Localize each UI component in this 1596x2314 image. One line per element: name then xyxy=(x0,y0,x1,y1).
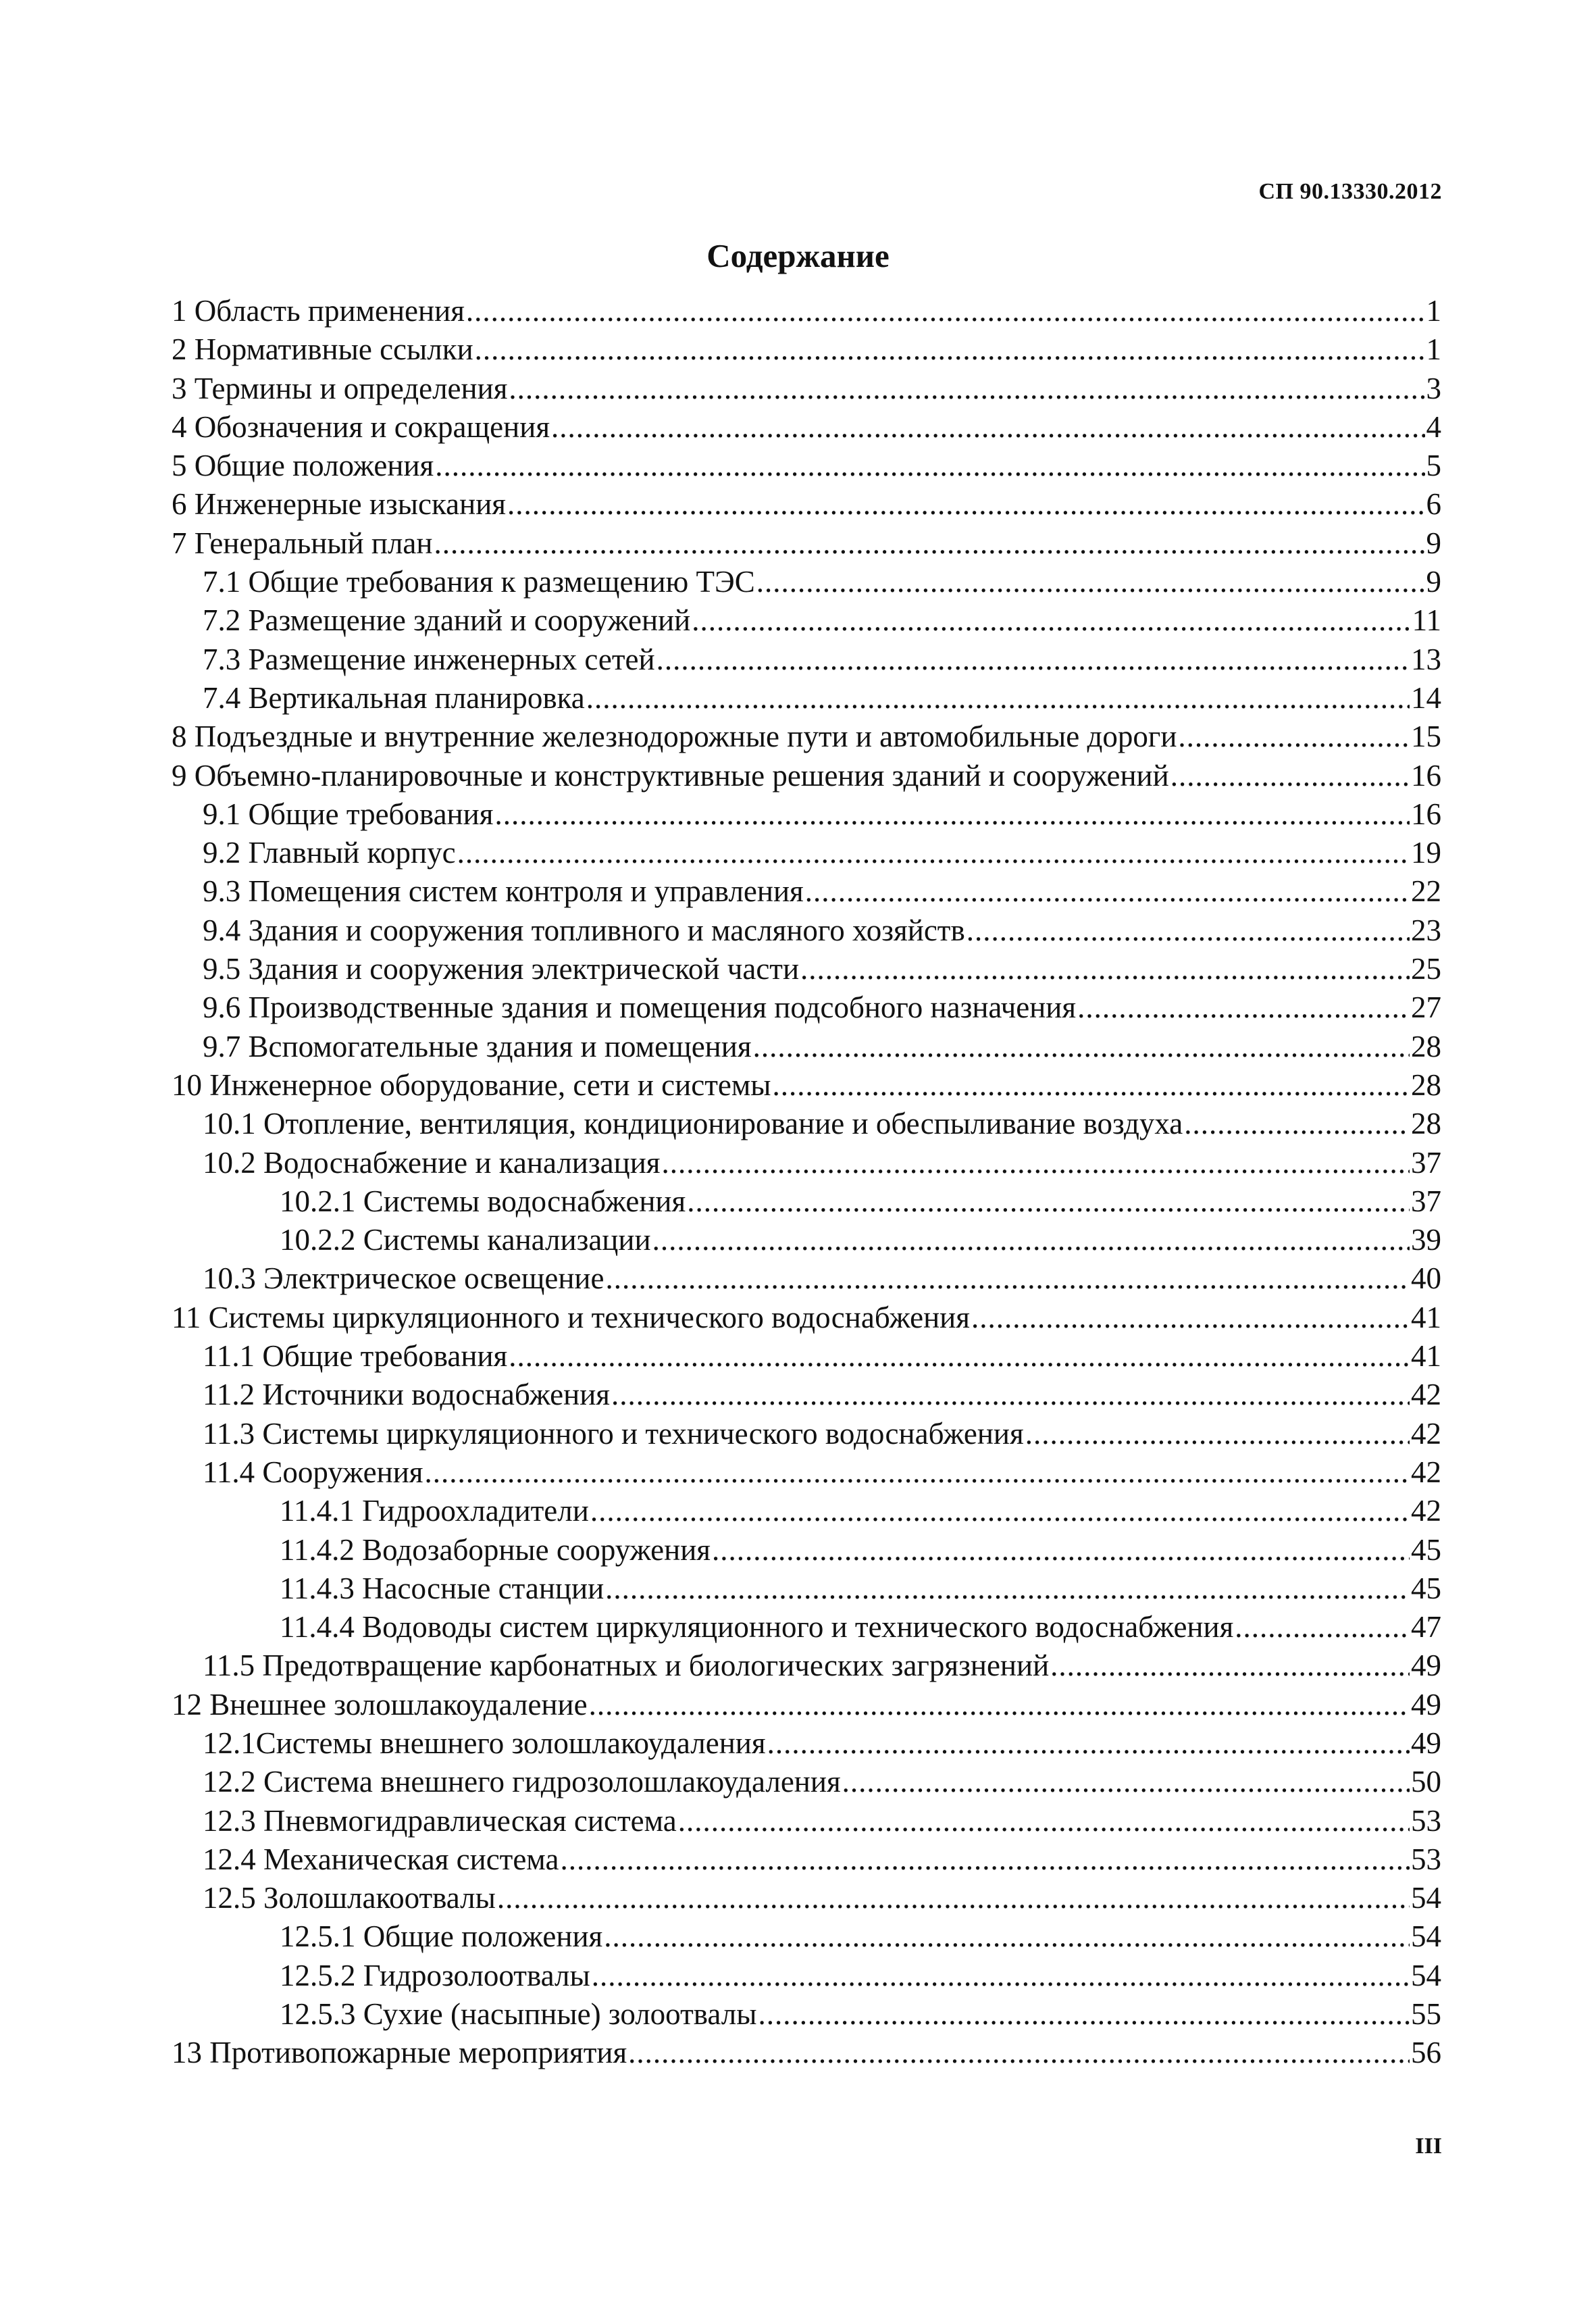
toc-dot-leader xyxy=(1077,988,1410,1027)
toc-entry-label: 10.2.2 Системы канализации xyxy=(280,1223,651,1257)
toc-entry xyxy=(172,330,1441,369)
toc-entry-page: 23 xyxy=(1411,913,1441,947)
toc-entry-page: 1 xyxy=(1426,294,1441,328)
toc-dot-leader xyxy=(586,679,1410,718)
toc-entry-label: 12 Внешнее золошлакоудаление xyxy=(172,1687,588,1721)
toc-entry-page: 49 xyxy=(1411,1687,1441,1721)
toc-entry-label: 9.2 Главный корпус xyxy=(203,836,456,870)
toc-entry xyxy=(172,1144,1441,1182)
toc-dot-leader xyxy=(551,408,1424,447)
toc-entry-page: 16 xyxy=(1411,758,1441,793)
toc-entry-page: 37 xyxy=(1411,1184,1441,1218)
toc-entry xyxy=(172,834,1441,872)
toc-entry xyxy=(172,1028,1441,1066)
toc-entry xyxy=(172,757,1441,795)
toc-dot-leader xyxy=(434,524,1424,563)
toc-entry xyxy=(172,1453,1441,1492)
page-number: III xyxy=(1415,2134,1442,2159)
toc-entry xyxy=(172,1917,1441,1956)
toc-entry xyxy=(172,1763,1441,1801)
toc-dot-leader xyxy=(756,563,1425,601)
toc-entry-page: 49 xyxy=(1411,1726,1441,1760)
toc-entry xyxy=(172,640,1441,679)
toc-entry xyxy=(172,1105,1441,1143)
toc-entry-page: 3 xyxy=(1426,371,1441,405)
toc-entry xyxy=(172,601,1441,640)
toc-entry-page: 28 xyxy=(1411,1107,1441,1141)
toc-entry-page: 5 xyxy=(1426,449,1441,483)
toc-dot-leader xyxy=(678,1802,1410,1840)
toc-entry-label: 9.4 Здания и сооружения топливного и масляного хозяйств xyxy=(203,913,965,947)
toc-entry-label: 9 Объемно-планировочные и конструктивные решения зданий и сооружений xyxy=(172,758,1169,793)
toc-dot-leader xyxy=(507,485,1425,524)
toc-entry-page: 28 xyxy=(1411,1067,1441,1102)
toc-entry xyxy=(172,292,1441,330)
toc-entry xyxy=(172,795,1441,834)
toc-entry-page: 56 xyxy=(1411,2036,1441,2070)
toc-entry xyxy=(172,1879,1441,1917)
toc-entry-label: 1 Область применения xyxy=(172,294,465,328)
toc-entry-label: 8 Подъездные и внутренние железнодорожные пути и автомобильные дороги xyxy=(172,720,1177,754)
toc-entry-label: 5 Общие положения xyxy=(172,449,434,483)
toc-entry-label: 9.6 Производственные здания и помещения подсобного назначения xyxy=(203,990,1077,1025)
toc-entry-page: 14 xyxy=(1411,680,1441,715)
toc-dot-leader xyxy=(773,1066,1410,1105)
toc-entry-page: 55 xyxy=(1411,1997,1441,2032)
toc-dot-leader xyxy=(805,872,1410,911)
toc-entry xyxy=(172,872,1441,911)
toc-dot-leader xyxy=(560,1840,1410,1879)
toc-entry-label: 6 Инженерные изыскания xyxy=(172,487,506,522)
toc-entry xyxy=(172,563,1441,601)
toc-dot-leader xyxy=(1170,757,1410,795)
toc-entry-page: 1 xyxy=(1426,332,1441,367)
toc-entry xyxy=(172,1802,1441,1840)
toc-entry xyxy=(172,718,1441,756)
toc-entry-label: 11.2 Источники водоснабжения xyxy=(203,1378,610,1412)
toc-entry xyxy=(172,1259,1441,1298)
toc-entry-label: 12.5 Золошлакоотвалы xyxy=(203,1881,496,1915)
toc-entry-label: 7 Генеральный план xyxy=(172,526,433,560)
toc-entry-page: 45 xyxy=(1411,1532,1441,1567)
document-code: СП 90.13330.2012 xyxy=(1258,179,1442,204)
toc-entry xyxy=(172,408,1441,447)
toc-entry-label: 4 Обозначения и сокращения xyxy=(172,409,550,444)
toc-dot-leader xyxy=(605,1259,1410,1298)
toc-entry-label: 9.1 Общие требования xyxy=(203,797,494,831)
toc-dot-leader xyxy=(466,292,1425,330)
toc-dot-leader xyxy=(657,640,1410,679)
toc-entry-page: 49 xyxy=(1411,1649,1441,1683)
toc-entry xyxy=(172,1724,1441,1763)
toc-dot-leader xyxy=(753,1028,1410,1066)
toc-dot-leader xyxy=(611,1376,1410,1414)
toc-entry-label: 10.2.1 Системы водоснабжения xyxy=(280,1184,686,1218)
toc-entry-page: 39 xyxy=(1411,1223,1441,1257)
toc-entry-label: 11.5 Предотвращение карбонатных и биологических загрязнений xyxy=(203,1649,1050,1683)
toc-entry-label: 11.3 Системы циркуляционного и технического водоснабжения xyxy=(203,1416,1024,1451)
toc-dot-leader xyxy=(509,1337,1410,1376)
toc-dot-leader xyxy=(1050,1646,1410,1685)
toc-entry xyxy=(172,2034,1441,2072)
toc-dot-leader xyxy=(435,447,1424,485)
toc-entry-page: 13 xyxy=(1411,642,1441,676)
toc-dot-leader xyxy=(692,601,1410,640)
toc-entry-page: 45 xyxy=(1411,1571,1441,1605)
toc-entry-page: 54 xyxy=(1411,1881,1441,1915)
toc-entry-label: 13 Противопожарные мероприятия xyxy=(172,2036,627,2070)
toc-dot-leader xyxy=(604,1917,1410,1956)
toc-entry xyxy=(172,1957,1441,1995)
toc-entry-page: 28 xyxy=(1411,1029,1441,1063)
toc-dot-leader xyxy=(494,795,1410,834)
toc-entry xyxy=(172,1531,1441,1569)
toc-entry-label: 11.4 Сооружения xyxy=(203,1455,423,1489)
toc-entry-label: 11.1 Общие требования xyxy=(203,1339,508,1374)
toc-entry-page: 16 xyxy=(1411,797,1441,831)
toc-dot-leader xyxy=(628,2034,1410,2072)
toc-entry-page: 4 xyxy=(1426,409,1441,444)
toc-entry-label: 12.4 Механическая система xyxy=(203,1842,559,1876)
toc-dot-leader xyxy=(800,950,1410,988)
toc-entry-label: 3 Термины и определения xyxy=(172,371,508,405)
toc-entry xyxy=(172,1066,1441,1105)
toc-dot-leader xyxy=(497,1879,1410,1917)
toc-entry xyxy=(172,370,1441,408)
toc-entry xyxy=(172,447,1441,485)
toc-entry xyxy=(172,1608,1441,1646)
toc-entry-page: 9 xyxy=(1426,565,1441,599)
toc-dot-leader xyxy=(1178,718,1410,756)
toc-entry-page: 47 xyxy=(1411,1610,1441,1644)
toc-entry-page: 27 xyxy=(1411,990,1441,1025)
toc-entry-label: 10.1 Отопление, вентиляция, кондиционирование и обеспыливание воздуха xyxy=(203,1107,1183,1141)
toc-entry xyxy=(172,485,1441,524)
toc-entry-label: 2 Нормативные ссылки xyxy=(172,332,473,367)
toc-dot-leader xyxy=(661,1144,1410,1182)
toc-entry-label: 12.5.2 Гидрозолоотвалы xyxy=(280,1958,590,1992)
toc-entry-label: 12.5.1 Общие положения xyxy=(280,1919,603,1954)
toc-entry-page: 42 xyxy=(1411,1494,1441,1528)
toc-entry-page: 9 xyxy=(1426,526,1441,560)
toc-entry-label: 12.1Системы внешнего золошлакоудаления xyxy=(203,1726,766,1760)
toc-dot-leader xyxy=(425,1453,1410,1492)
toc-entry xyxy=(172,1569,1441,1608)
toc-entry-label: 7.1 Общие требования к размещению ТЭС xyxy=(203,565,755,599)
toc-dot-leader xyxy=(1184,1105,1410,1143)
toc-entry-page: 54 xyxy=(1411,1919,1441,1954)
toc-entry-page: 41 xyxy=(1411,1339,1441,1374)
toc-entry-page: 15 xyxy=(1411,720,1441,754)
table-of-contents xyxy=(172,292,1441,2073)
toc-dot-leader xyxy=(687,1182,1410,1221)
toc-entry-label: 11.4.2 Водозаборные сооружения xyxy=(280,1532,711,1567)
toc-entry xyxy=(172,1299,1441,1337)
toc-entry-page: 19 xyxy=(1411,836,1441,870)
toc-dot-leader xyxy=(842,1763,1410,1801)
toc-entry xyxy=(172,950,1441,988)
toc-dot-leader xyxy=(1235,1608,1410,1646)
toc-entry xyxy=(172,911,1441,950)
toc-dot-leader xyxy=(758,1995,1410,2034)
toc-entry-page: 50 xyxy=(1411,1765,1441,1799)
toc-entry-label: 7.4 Вертикальная планировка xyxy=(203,680,585,715)
toc-entry xyxy=(172,988,1441,1027)
toc-entry xyxy=(172,1182,1441,1221)
toc-entry-label: 10.3 Электрическое освещение xyxy=(203,1261,604,1296)
toc-entry-label: 11.4.4 Водоводы систем циркуляционного и технического водоснабжения xyxy=(280,1610,1234,1644)
toc-entry-label: 11.4.3 Насосные станции xyxy=(280,1571,604,1605)
toc-dot-leader xyxy=(590,1492,1410,1530)
toc-entry-page: 53 xyxy=(1411,1842,1441,1876)
toc-entry xyxy=(172,1840,1441,1879)
toc-entry-label: 7.3 Размещение инженерных сетей xyxy=(203,642,655,676)
toc-title: Содержание xyxy=(706,237,890,274)
toc-dot-leader xyxy=(971,1299,1410,1337)
toc-entry-page: 42 xyxy=(1411,1416,1441,1451)
toc-dot-leader xyxy=(652,1221,1410,1259)
toc-entry-label: 12.5.3 Сухие (насыпные) золоотвалы xyxy=(280,1997,757,2032)
toc-entry-label: 12.3 Пневмогидравлическая система xyxy=(203,1803,677,1838)
toc-entry-label: 9.7 Вспомогательные здания и помещения xyxy=(203,1029,752,1063)
toc-entry-label: 10.2 Водоснабжение и канализация xyxy=(203,1145,661,1180)
toc-entry-page: 40 xyxy=(1411,1261,1441,1296)
toc-entry-page: 42 xyxy=(1411,1455,1441,1489)
toc-entry-label: 7.2 Размещение зданий и сооружений xyxy=(203,603,691,638)
toc-entry-label: 9.5 Здания и сооружения электрической части xyxy=(203,952,800,986)
toc-entry xyxy=(172,1415,1441,1453)
toc-entry-page: 42 xyxy=(1411,1378,1441,1412)
toc-entry-page: 22 xyxy=(1411,874,1441,909)
toc-entry xyxy=(172,679,1441,718)
toc-entry-label: 11.4.1 Гидроохладители xyxy=(280,1494,589,1528)
toc-entry-page: 11 xyxy=(1412,603,1441,638)
toc-entry-page: 37 xyxy=(1411,1145,1441,1180)
toc-entry-label: 11 Системы циркуляционного и технического водоснабжения xyxy=(172,1300,970,1334)
toc-entry-page: 54 xyxy=(1411,1958,1441,1992)
toc-dot-leader xyxy=(605,1569,1410,1608)
toc-dot-leader xyxy=(509,370,1424,408)
toc-entry-page: 41 xyxy=(1411,1300,1441,1334)
toc-dot-leader xyxy=(592,1957,1410,1995)
toc-entry xyxy=(172,1686,1441,1724)
toc-entry-label: 12.2 Система внешнего гидрозолошлакоудаления xyxy=(203,1765,841,1799)
toc-entry xyxy=(172,1995,1441,2034)
toc-entry-page: 53 xyxy=(1411,1803,1441,1838)
toc-entry xyxy=(172,524,1441,563)
toc-dot-leader xyxy=(457,834,1410,872)
toc-dot-leader xyxy=(475,330,1425,369)
toc-dot-leader xyxy=(589,1686,1410,1724)
toc-entry xyxy=(172,1337,1441,1376)
toc-dot-leader xyxy=(712,1531,1410,1569)
toc-dot-leader xyxy=(1025,1415,1410,1453)
toc-entry-page: 25 xyxy=(1411,952,1441,986)
toc-entry xyxy=(172,1221,1441,1259)
toc-entry xyxy=(172,1492,1441,1530)
toc-entry xyxy=(172,1646,1441,1685)
toc-entry-label: 10 Инженерное оборудование, сети и системы xyxy=(172,1067,771,1102)
toc-entry-label: 9.3 Помещения систем контроля и управления xyxy=(203,874,804,909)
toc-entry-page: 6 xyxy=(1426,487,1441,522)
toc-dot-leader xyxy=(767,1724,1410,1763)
toc-entry xyxy=(172,1376,1441,1414)
toc-dot-leader xyxy=(967,911,1410,950)
